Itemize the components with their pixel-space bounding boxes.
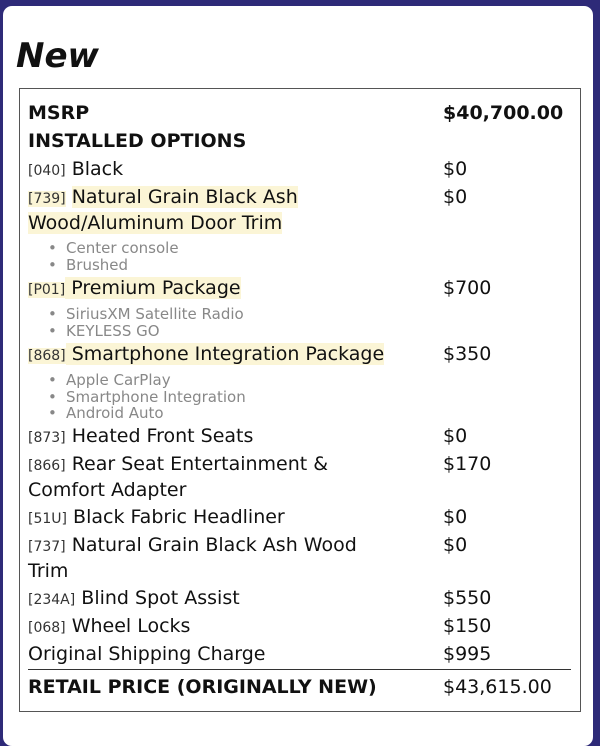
msrp-label: MSRP [28,102,90,124]
option-name: Blind Spot Assist [81,587,240,609]
msrp-price: $40,700.00 [443,102,564,124]
option-name: Wheel Locks [71,615,191,637]
option-price: $0 [443,158,468,180]
option-price: $550 [443,587,492,609]
option-name: Premium Package [71,277,241,299]
option-price: $170 [443,453,492,475]
option-price: $150 [443,615,492,637]
option-name: Natural Grain Black Ash [71,186,298,208]
option-code: [739] [28,191,66,207]
option-code: [873] [28,430,66,446]
feature-list [48,306,428,339]
option-name-line2: Trim [28,560,69,582]
feature-list [48,372,428,422]
option-price: $0 [443,186,468,208]
option-code: [040] [28,163,66,179]
option-name: Natural Grain Black Ash Wood [71,534,357,556]
option-price: $0 [443,506,468,528]
option-price: $350 [443,343,492,365]
option-code: [P01] [28,282,66,298]
option-name: Smartphone Integration Package [71,343,385,365]
option-code: [51U] [28,511,67,527]
feature-item: • Brushed [48,257,428,274]
option-name: Rear Seat Entertainment & [71,453,329,475]
feature-item: • Smartphone Integration [48,389,428,406]
option-code: [234A] [28,592,76,608]
option-code: [866] [28,458,66,474]
retail-label: RETAIL PRICE (ORIGINALLY NEW) [28,676,377,698]
option-price: $0 [443,534,468,556]
shipping-price: $995 [443,643,492,665]
option-name-line2: Comfort Adapter [28,479,187,501]
option-name: Black [71,158,124,180]
shipping-label: Original Shipping Charge [28,643,266,665]
feature-list [48,240,428,273]
option-code: [737] [28,539,66,555]
page-title: New [16,36,99,76]
feature-item: • Center console [48,240,428,257]
option-name: Heated Front Seats [71,425,254,447]
feature-item: • SiriusXM Satellite Radio [48,306,428,323]
feature-item: • KEYLESS GO [48,323,428,340]
total-divider [28,669,571,670]
option-code: [868] [28,348,66,364]
option-name-line2: Wood/Aluminum Door Trim [28,212,283,234]
option-code: [068] [28,620,66,636]
option-price: $0 [443,425,468,447]
option-price: $700 [443,277,492,299]
feature-item: • Apple CarPlay [48,372,428,389]
option-name: Black Fabric Headliner [73,506,285,528]
retail-price: $43,615.00 [443,676,552,698]
feature-item: • Android Auto [48,405,428,422]
